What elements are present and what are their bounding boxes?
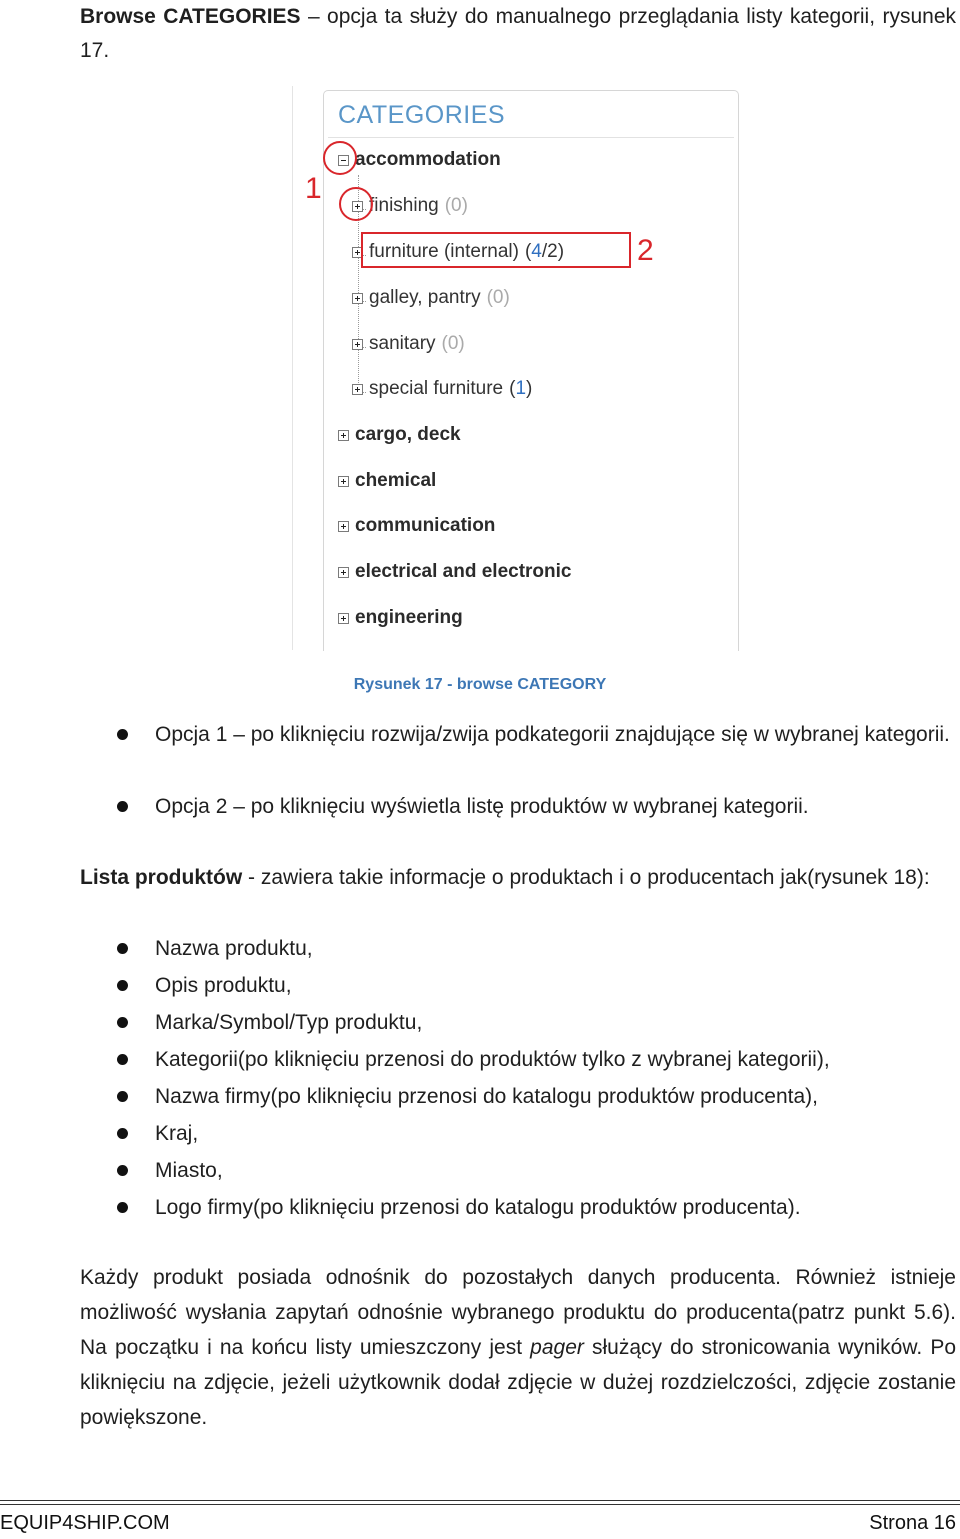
expand-icon[interactable] (338, 476, 349, 487)
category-count: (0) (444, 195, 468, 216)
expand-icon[interactable] (338, 430, 349, 441)
bullet-icon (117, 1054, 128, 1065)
expand-icon[interactable] (352, 339, 363, 350)
list-item: Opis produktu, (155, 969, 955, 1003)
list-item: Marka/Symbol/Typ produktu, (155, 1006, 955, 1040)
category-count: (0) (486, 287, 510, 308)
expand-icon[interactable] (352, 293, 363, 304)
category-count: (0) (441, 333, 465, 354)
bullet-icon (117, 1091, 128, 1102)
products-heading: Lista produktów (80, 866, 243, 889)
annotation-box-furniture (361, 232, 631, 268)
footer-site: EQUIP4SHIP.COM (0, 1512, 170, 1534)
list-item: Nazwa firmy(po kliknięciu przenosi do katalogu produktów producenta), (155, 1080, 955, 1114)
category-electrical-and-electronic[interactable] (338, 559, 572, 585)
category-communication[interactable] (338, 513, 495, 539)
category-label[interactable]: communication (355, 515, 496, 536)
category-label[interactable]: engineering (355, 607, 463, 628)
bullet-icon (117, 729, 128, 740)
bullet-icon (117, 980, 128, 991)
annotation-circle-expand (339, 187, 373, 221)
category-label[interactable]: cargo, deck (355, 424, 461, 445)
categories-panel (323, 90, 739, 651)
subcategory-sanitary[interactable] (352, 331, 465, 357)
annotation-number-2: 2 (637, 234, 654, 267)
bullet-icon (117, 1128, 128, 1139)
category-count: (4/2) (524, 241, 565, 262)
bullet-icon (117, 943, 128, 954)
list-item: Opcja 1 – po kliknięciu rozwija/zwija podkategorii znajdujące się w wybranej kategorii. (155, 718, 955, 752)
bullet-icon (117, 1017, 128, 1028)
bullet-icon (117, 1202, 128, 1213)
closing-paragraph: Każdy produkt posiada odnośnik do pozostałych danych producenta. Również istnieje możliwość wysłania zapytań odnośnie wybranego produktu do producenta(patrz punkt 5.6). Na początku i na końcu listy umieszczony jest pager służący do stronicowania wyników. Po kliknięciu na zdjęcie, jeżeli użytkownik dodał zdjęcie w dużej rozdzielczości, zdjęcie zostanie powiększone. (80, 1266, 957, 1429)
panel-title: CATEGORIES (338, 101, 506, 129)
bullet-icon (117, 1165, 128, 1176)
list-item: Nazwa produktu, (155, 932, 955, 966)
products-text: - zawiera takie informacje o produktach i o producentach jak(rysunek 18): (242, 866, 930, 889)
bullet-icon (117, 801, 128, 812)
categories-figure (292, 86, 739, 650)
panel-divider (328, 137, 734, 138)
category-label[interactable]: sanitary (369, 333, 436, 354)
pager-term: pager (530, 1336, 584, 1359)
expand-icon[interactable] (338, 521, 349, 532)
expand-icon[interactable] (352, 384, 363, 395)
list-item: Miasto, (155, 1154, 955, 1188)
list-item: Kraj, (155, 1117, 955, 1151)
annotation-circle-collapse (323, 141, 357, 175)
intro-heading: Browse CATEGORIES (80, 5, 301, 28)
expand-icon[interactable] (338, 613, 349, 624)
list-item: Opcja 2 – po kliknięciu wyświetla listę produktów w wybranej kategorii. (155, 790, 955, 824)
footer-page-number: Strona 16 (869, 1512, 956, 1534)
category-label[interactable]: special furniture (369, 378, 504, 399)
category-cargo-deck[interactable] (338, 422, 461, 448)
category-label[interactable]: accommodation (355, 149, 501, 170)
category-label[interactable]: galley, pantry (369, 287, 481, 308)
subcategory-galley-pantry[interactable] (352, 285, 510, 311)
category-chemical[interactable] (338, 468, 436, 494)
list-item: Kategorii(po kliknięciu przenosi do produktów tylko z wybranej kategorii), (155, 1043, 955, 1077)
category-count: (1) (509, 378, 533, 399)
footer-divider (0, 1500, 960, 1505)
category-label[interactable]: furniture (internal) (369, 241, 519, 262)
annotation-number-1: 1 (305, 172, 322, 205)
category-label[interactable]: chemical (355, 470, 437, 491)
intro-text: – opcja ta służy do manualnego przeglądania listy kategorii, rysunek 17. (80, 5, 957, 62)
expand-icon[interactable] (338, 567, 349, 578)
category-label[interactable]: finishing (369, 195, 439, 216)
category-label[interactable]: electrical and electronic (355, 561, 572, 582)
subcategory-special-furniture[interactable] (352, 376, 532, 402)
list-item: Logo firmy(po kliknięciu przenosi do katalogu produktów producenta). (155, 1191, 955, 1225)
products-paragraph (80, 860, 956, 896)
intro-paragraph (80, 0, 956, 68)
category-accommodation[interactable] (338, 147, 501, 173)
category-engineering[interactable] (338, 605, 463, 631)
figure-caption: Rysunek 17 - browse CATEGORY (353, 676, 607, 693)
